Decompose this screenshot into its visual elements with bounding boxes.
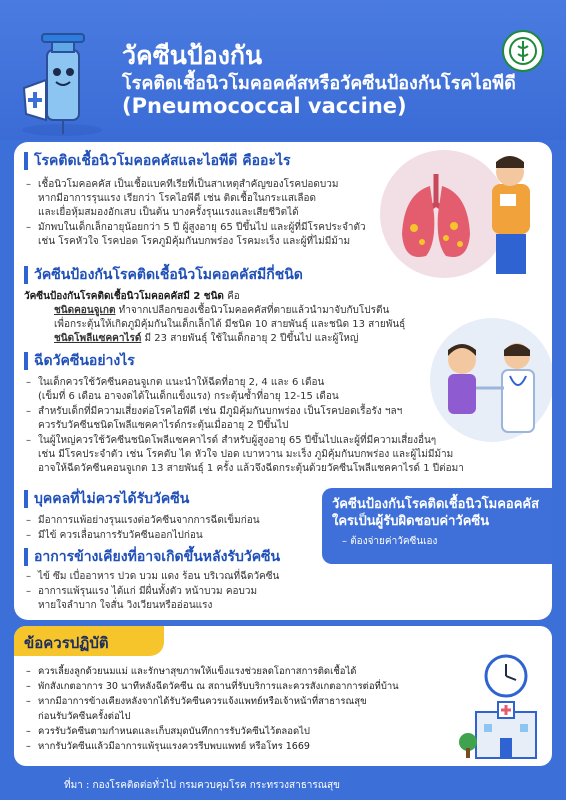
list-item: – เชื้อนิวโมคอคคัส เป็นเชื้อแบคทีเรียที่เป็นสาเหตุสำคัญของโรคปอดบวม หากมีอาการรุนแรง เรียกว่า โรคไอพีดี เช่น ติดเชื้อในกระแสเลือด และเยื่อหุ้มสมองอักเสบ เป็นต้น บางครั้งรุนแรงและเสียชีวิตได้ bbox=[24, 178, 404, 220]
page-header bbox=[0, 0, 566, 140]
section-side-effects-heading: อาการข้างเคียงที่อาจเกิดขึ้นหลังรับวัคซีน bbox=[24, 548, 280, 566]
list-item: – มักพบในเด็กเล็กอายุน้อยกว่า 5 ปี ผู้สูงอายุ 65 ปีขึ้นไป และผู้ที่มีโรคประจำตัว เช่น โรคหัวใจ โรคปอด โรคภูมิคุ้มกันบกพร่อง โรคมะเร็ง และผู้ที่ไม่มีม้าม bbox=[24, 221, 404, 249]
page-title: วัคซีนป้องกัน bbox=[122, 41, 263, 70]
callout-title-line2: ใครเป็นผู้รับผิดชอบค่าวัคซีน bbox=[332, 514, 490, 529]
tips-panel bbox=[14, 626, 552, 766]
list-item: – สำหรับเด็กที่มีความเสี่ยงต่อโรคไอพีดี เช่น มีภูมิคุ้มกันบกพร่อง เป็นโรคปอดเรื้อรัง ฯลฯ ควรรับวัคซีนชนิดโพลีแซคคาไรด์กระตุ้นเมื่ออายุ 2 ปีขึ้นไป bbox=[24, 405, 544, 433]
vaccine-cost-callout bbox=[322, 488, 552, 564]
tips-list bbox=[26, 664, 436, 754]
list-item: – ควรเลี้ยงลูกด้วยนมแม่ และรักษาสุขภาพให้แข็งแรงช่วยลดโอกาสการติดเชื้อได้ bbox=[26, 664, 436, 679]
list-item: – หากมีอาการข้างเคียงหลังจากได้รับวัคซีนควรแจ้งแพทย์หรือเจ้าหน้าที่สาธารณสุข ก่อนรับวัคซีนครั้งต่อไป bbox=[26, 694, 436, 724]
section-side-effects-body bbox=[24, 570, 324, 614]
callout-title-line1: วัคซีนป้องกันโรคติดเชื้อนิวโมคอคคัส bbox=[332, 497, 540, 512]
list-item: – พักสังเกตอาการ 30 นาทีหลังฉีดวัคซีน ณ สถานที่รับบริการและควรสังเกตอาการต่อที่บ้าน bbox=[26, 679, 436, 694]
tips-heading: ข้อควรปฏิบัติ bbox=[14, 626, 164, 656]
list-item: – มีไข้ ควรเลื่อนการรับวัคซีนออกไปก่อน bbox=[24, 529, 314, 543]
list-item: – ควรรับวัคซีนตามกำหนดและเก็บสมุดบันทึกการรับวัคซีนไว้ตลอดไป bbox=[26, 724, 436, 739]
section-contraindication-heading: บุคคลที่ไม่ควรได้รับวัคซีน bbox=[24, 490, 189, 508]
section-how-heading: ฉีดวัคซีนอย่างไร bbox=[24, 352, 135, 370]
page-title-en: (Pneumococcal vaccine) bbox=[122, 94, 407, 118]
clock-hospital-illustration bbox=[458, 650, 548, 762]
section-contraindication-body bbox=[24, 514, 314, 544]
list-item: – มีอาการแพ้อย่างรุนแรงต่อวัคซีนจากการฉีดเข็มก่อน bbox=[24, 514, 314, 528]
section-how-body bbox=[24, 376, 544, 477]
department-logo-icon bbox=[502, 30, 544, 72]
list-item: – หากรับวัคซีนแล้วมีอาการแพ้รุนแรงควรรีบพบแพทย์ หรือโทร 1669 bbox=[26, 739, 436, 754]
list-item: – ไข้ ซึม เบื่ออาหาร ปวด บวม แดง ร้อน บริเวณที่ฉีดวัคซีน bbox=[24, 570, 324, 584]
section-what-is-heading: โรคติดเชื้อนิวโมคอคคัสและไอพีดี คืออะไร bbox=[24, 152, 291, 170]
list-item: – ในเด็กควรใช้วัคซีนคอนจูเกต แนะนำให้ฉีดที่อายุ 2, 4 และ 6 เดือน (เข็มที่ 6 เดือน อาจงดได้ในเด็กแข็งแรง) กระตุ้นซ้ำที่อายุ 12-15 เดือน bbox=[24, 376, 544, 404]
callout-body: – ต้องจ่ายค่าวัคซีนเอง bbox=[342, 536, 438, 547]
source-footer: ที่มา : กองโรคติดต่อทั่วไป กรมควบคุมโรค กระทรวงสาธารณสุข bbox=[64, 780, 340, 791]
list-item: – อาการแพ้รุนแรง ได้แก่ มีผื่นทั้งตัว หน้าบวม คอบวม หายใจลำบาก ใจสั่น วิงเวียนหรืออ่อนแรง bbox=[24, 585, 324, 613]
section-types-heading: วัคซีนป้องกันโรคติดเชื้อนิวโมคอคคัสมีกี่ชนิด bbox=[24, 266, 303, 284]
clock-icon bbox=[486, 656, 526, 696]
page-subtitle: โรคติดเชื้อนิวโมคอคคัสหรือวัคซีนป้องกันโรคไอพีดี bbox=[122, 73, 516, 94]
vaccine-mascot-icon bbox=[12, 30, 117, 140]
hospital-icon bbox=[459, 702, 536, 758]
list-item: – ในผู้ใหญ่ควรใช้วัคซีนชนิดโพลีแซคคาไรด์ สำหรับผู้สูงอายุ 65 ปีขึ้นไปและผู้ที่มีความเสี่ยงอื่นๆ เช่น มีโรคประจำตัว เช่น โรคตับ ไต หัวใจ ปอด เบาหวาน มะเร็ง ภูมิคุ้มกันบกพร่อง และผู้ไม่มีม้าม อาจให้ฉีดวัคซีนคอนจูเกต 13 สายพันธุ์ 1 ครั้ง แล้วจึงฉีดกระตุ้นด้วยวัคซีนโพลีแซคคาไรด์ 1 ปีต่อมา bbox=[24, 434, 544, 476]
main-content-card bbox=[14, 142, 552, 620]
section-what-is-body bbox=[24, 178, 404, 250]
section-types-body: วัคซีนป้องกันโรคติดเชื้อนิวโมคอคคัสมี 2 ชนิด คือ ชนิดคอนจูเกต ทำจากเปลือกของเชื้อนิวโมคอคคัสที่ตายแล้วนำมาจับกับโปรตีน เพื่อกระตุ้นให้เกิดภูมิคุ้มกันในเด็กเล็กได้ มีชนิด 10 สายพันธุ์ และชนิด 13 สายพันธุ์ ชนิดโพลีแซคคาไรด์ มี 23 สายพันธุ์ ใช้ในเด็กอายุ 2 ปีขึ้นไป และผู้ใหญ่ bbox=[24, 291, 406, 344]
